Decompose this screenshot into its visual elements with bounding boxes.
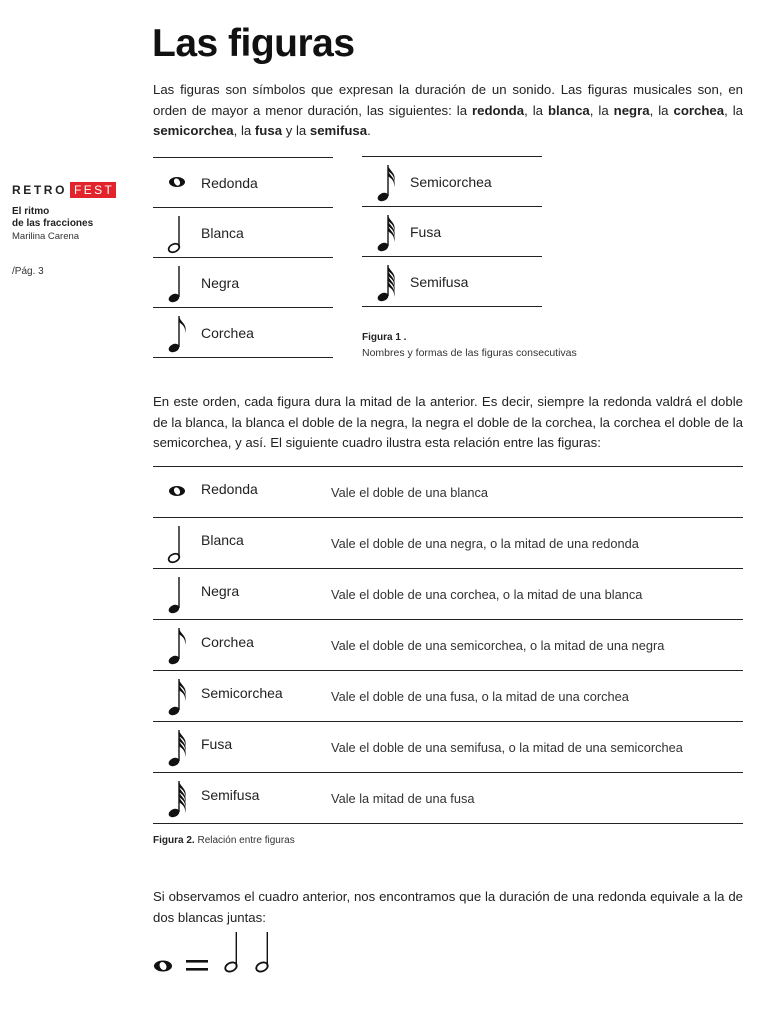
- sidebar-author: Marilina Carena: [12, 231, 80, 242]
- eighth-note-icon: [153, 620, 201, 670]
- retrofest-logo: [12, 182, 116, 198]
- sidebar-title: [12, 206, 93, 230]
- quarter-note-icon: [153, 569, 201, 619]
- figure-description: Vale el doble de una semicorchea, o la mitad de una negra: [331, 637, 665, 653]
- figure1-row: [362, 206, 542, 256]
- quarter-note-icon: [153, 259, 201, 307]
- figure1-left-table: [153, 157, 333, 358]
- figure2-table: [153, 466, 743, 824]
- thirtysecond-note-icon: [362, 208, 410, 256]
- figure1-row: [362, 256, 542, 307]
- figure-description: Vale el doble de una semifusa, o la mitad de una semicorchea: [331, 739, 683, 755]
- relation-paragraph: En este orden, cada figura dura la mitad de la anterior. Es decir, siempre la redonda valdrá el doble de la blanca, la blanca el doble de la negra, la negra el doble de la corchea, la corchea el doble de la semicorchea, y así. El siguiente cuadro ilustra esta relación entre las figuras:: [153, 394, 743, 450]
- figure1-row: [362, 156, 542, 206]
- thirtysecond-note-icon: [153, 722, 201, 772]
- half-note-icon: [224, 932, 238, 973]
- sidebar-title-line2: de las fracciones: [12, 218, 94, 229]
- table-row: [153, 722, 743, 773]
- figure-name: Fusa: [410, 223, 442, 240]
- table-row: [153, 467, 743, 518]
- figure-description: Vale la mitad de una fusa: [331, 790, 475, 806]
- figure1-row: [153, 257, 333, 307]
- figure-name: Semifusa: [410, 273, 469, 290]
- whole-note-icon: [154, 961, 172, 972]
- half-note-icon: [255, 932, 269, 973]
- figure-name: Semicorchea: [201, 685, 283, 701]
- table-row: [153, 518, 743, 569]
- figure-name: Semicorchea: [410, 173, 492, 190]
- figure1-right-table: [362, 156, 542, 307]
- whole-note-icon: [153, 467, 201, 517]
- sixtyfourth-note-icon: [362, 258, 410, 306]
- table-row: [153, 773, 743, 824]
- page-number: /Pág. 3: [12, 266, 44, 277]
- figure2-caption-title: Figura 2.: [153, 835, 195, 846]
- figure-name: Redonda: [201, 481, 258, 497]
- table-row: [153, 620, 743, 671]
- figure-name: Negra: [201, 274, 240, 291]
- figure1-row: [153, 207, 333, 257]
- half-note-icon: [153, 209, 201, 257]
- figure1-row: [153, 307, 333, 358]
- figure-name: Negra: [201, 583, 240, 599]
- equivalence-paragraph: Si observamos el cuadro anterior, nos encontramos que la duración de una redonda equivale a la de dos blancas juntas:: [153, 889, 743, 925]
- figure-description: Vale el doble de una negra, o la mitad de una redonda: [331, 535, 639, 551]
- sixtyfourth-note-icon: [153, 773, 201, 823]
- sixteenth-note-icon: [362, 158, 410, 206]
- figure-name: Corchea: [201, 324, 254, 341]
- whole-note-icon: [153, 159, 201, 207]
- intro-paragraph: Las figuras son símbolos que expresan la duración de un sonido. Las figuras musicales son, en orden de mayor a menor duración, las siguientes: la redonda, la blanca, la negra, la corchea, la semicorchea, la fusa y la semifusa.: [153, 82, 743, 138]
- figure1-caption-text: Nombres y formas de las figuras consecutivas: [362, 347, 577, 359]
- equivalence-equation: [152, 926, 282, 976]
- figure2-caption-text: Relación entre figuras: [194, 835, 295, 846]
- figure-description: Vale el doble de una blanca: [331, 484, 489, 500]
- figure1-row: [153, 157, 333, 207]
- figure2-caption: [153, 835, 295, 846]
- equals-icon: [186, 960, 208, 971]
- figure-name: Fusa: [201, 736, 233, 752]
- eighth-note-icon: [153, 309, 201, 357]
- figure-description: Vale el doble de una fusa, o la mitad de una corchea: [331, 688, 629, 704]
- sixteenth-note-icon: [153, 671, 201, 721]
- logo-retro: RETRO: [12, 183, 67, 197]
- figure-description: Vale el doble de una corchea, o la mitad de una blanca: [331, 586, 643, 602]
- figure-name: Blanca: [201, 224, 244, 241]
- table-row: [153, 671, 743, 722]
- figure-name: Semifusa: [201, 787, 260, 803]
- figure-name: Corchea: [201, 634, 254, 650]
- figure-name: Blanca: [201, 532, 244, 548]
- table-row: [153, 569, 743, 620]
- sidebar-title-line1: El ritmo: [12, 206, 50, 217]
- half-note-icon: [153, 518, 201, 568]
- figure-name: Redonda: [201, 174, 258, 191]
- figure1-caption-title: Figura 1 .: [362, 332, 407, 343]
- logo-fest: FEST: [70, 182, 116, 198]
- page-title: Las figuras: [152, 22, 355, 65]
